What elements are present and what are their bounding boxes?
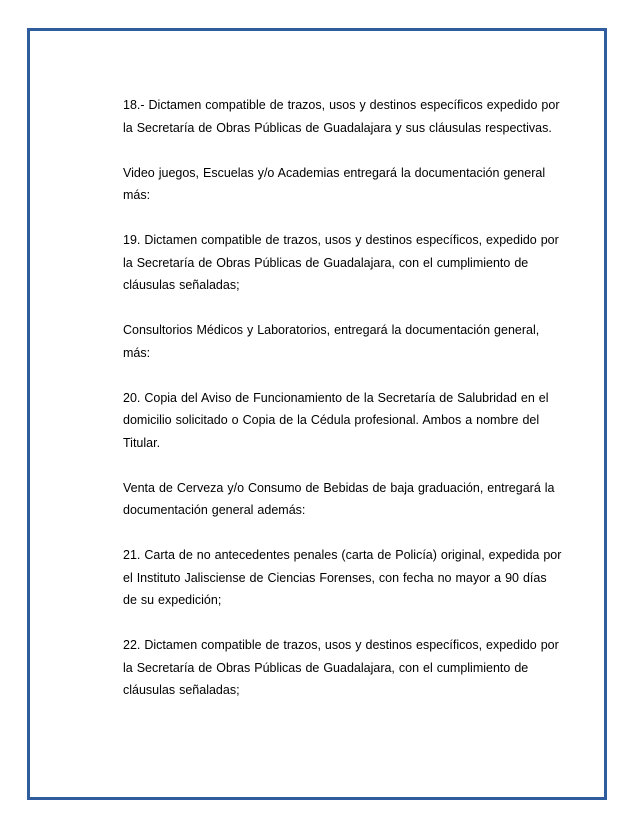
paragraph-item-20: 20. Copia del Aviso de Funcionamiento de la Secretaría de Salubridad en el domicilio solicitado o Copia de la Cédula profesional. Ambos a nombre del Titular. bbox=[123, 390, 549, 450]
paragraph-item-22: 22. Dictamen compatible de trazos, usos y destinos específicos, expedido por la Secretaría de Obras Públicas de Guadalajara, con el cumplimiento de cláusulas señaladas; bbox=[123, 638, 559, 697]
paragraph-item-19: 19. Dictamen compatible de trazos, usos y destinos específicos, expedido por la Secretaría de Obras Públicas de Guadalajara, con el cumplimiento de cláusulas señaladas; bbox=[123, 233, 559, 292]
paragraph-venta-cerveza-intro: Venta de Cerveza y/o Consumo de Bebidas de baja graduación, entregará la documentación general además: bbox=[123, 480, 555, 517]
paragraph-item-18: 18.- Dictamen compatible de trazos, usos y destinos específicos expedido por la Secretaría de Obras Públicas de Guadalajara y sus cláusulas respectivas. bbox=[123, 98, 560, 135]
paragraph-item-21: 21. Carta de no antecedentes penales (carta de Policía) original, expedida por el Instituto Jalisciense de Ciencias Forenses, con fecha no mayor a 90 días de su expedición; bbox=[123, 548, 562, 607]
document-body bbox=[123, 94, 563, 702]
paragraph-video-juegos-intro: Video juegos, Escuelas y/o Academias entregará la documentación general más: bbox=[123, 165, 546, 202]
paragraph-consultorios-intro: Consultorios Médicos y Laboratorios, entregará la documentación general, más: bbox=[123, 323, 540, 360]
